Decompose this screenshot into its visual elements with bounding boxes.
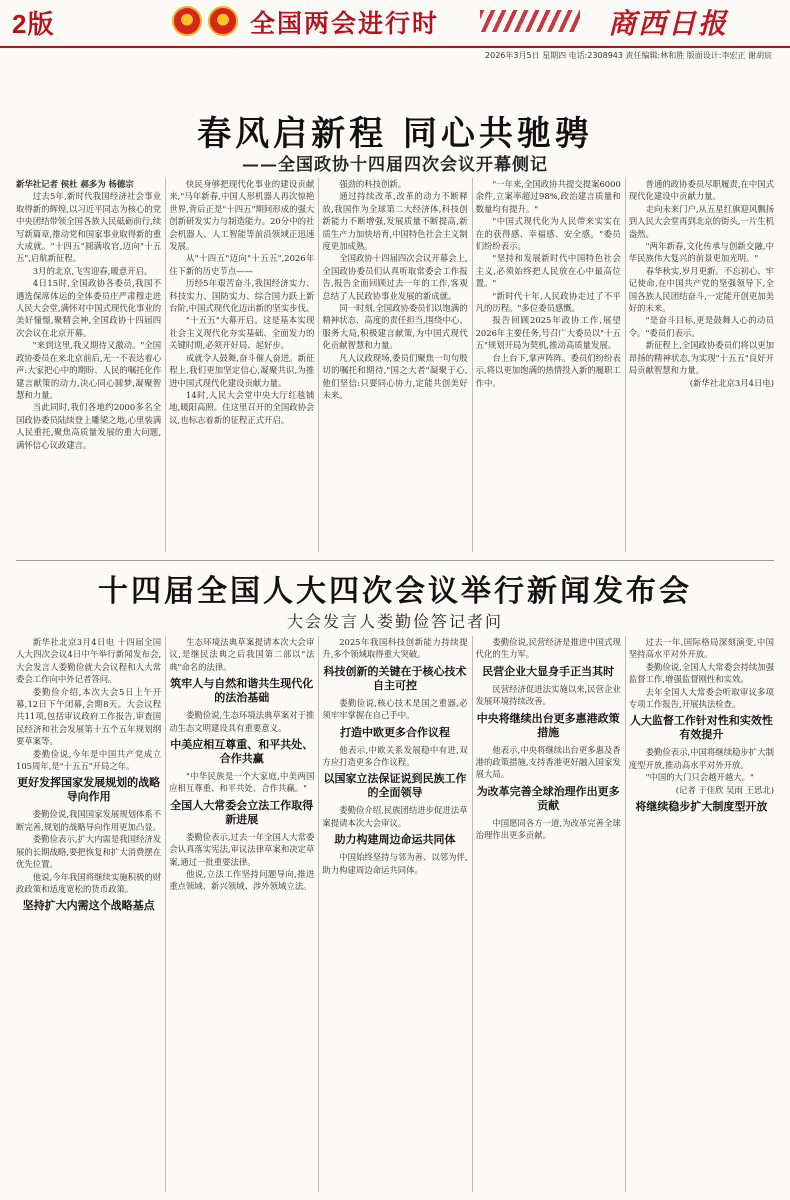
paragraph: (记者 于佳欣 吴雨 王思北) xyxy=(675,784,774,795)
column-rule xyxy=(165,178,166,552)
article1-headline: 春风启新程 同心共驰骋 xyxy=(197,114,593,154)
paragraph: "一年来,全国政协共提交提案6000余件,立案率超过98%,政治建言质量和数量均有提升。" xyxy=(475,179,621,214)
paragraph: 当此同时,我们各地约2000多名全国政协委员陆续登上雕梁之地,心里装满人民重托,聚焦高质量发展的重大问题,满怀信心议政建言。 xyxy=(16,402,162,450)
paragraph: 3月的北京,飞雪迎春,暖意开启。 xyxy=(32,265,153,276)
info-strip xyxy=(0,46,790,62)
paragraph: "来到这里,我又期待又激动。"全国政协委员在来北京前后,无一不表达着心声:大家把心中的期盼、人民的嘱托化作建言献策的动力,决心同心圆梦,凝聚智慧和力量。 xyxy=(16,340,162,400)
paragraph: 娄勤俭说,今年是中国共产党成立105周年,是"十五五"开局之年。 xyxy=(16,748,162,772)
paragraph: 台上台下,掌声阵阵。委员们纷纷表示,将以更加饱满的热情投入新的履职工作中。 xyxy=(475,352,621,388)
column-rule xyxy=(472,636,473,1192)
section-subheading: 筑牢人与自然和谐共生现代化的法治基础 xyxy=(170,677,314,705)
text-column xyxy=(16,178,161,552)
paragraph: 娄勤俭表示,扩大内需是我国经济发展的长期战略,要把恢复和扩大消费摆在优先位置。 xyxy=(16,834,162,870)
paragraph: 娄勤俭介绍,民族团结进步促进法草案提请本次大会审议。 xyxy=(322,805,468,828)
edition-number: 2版 xyxy=(12,9,55,39)
paragraph: 娄勤俭说,生态环境法典草案对于推动生态文明建设具有重要意义。 xyxy=(169,710,315,733)
paragraph: "中国式现代化为人民带来实实在在的获得感、幸福感、安全感。"委员们纷纷表示。 xyxy=(475,216,621,252)
paragraph: 新华社北京3月4日电 十四届全国人大四次会议4日中午举行新闻发布会,大会发言人娄勤俭就大会议程和人大常委会工作向中外记者答问。 xyxy=(16,637,162,685)
text-column xyxy=(169,178,314,552)
paragraph: 过去一年,国际格局深刻演变,中国坚持高水平对外开放。 xyxy=(628,637,774,660)
paragraph: 4日15时,全国政协各委员,我国不遇选保席体运的全体委员庄严肃穆走进人民大会堂,满怀对中国式现代化事业的美好憧憬,聚精会神,全国政协十四届四次会议在北京开幕。 xyxy=(16,278,162,338)
paragraph: 走向未来门户,从五星红旗迎风飘扬到人民大会堂再到北京的街头,一片生机盎然。 xyxy=(628,203,774,239)
text-column xyxy=(476,636,621,1192)
paragraph: 中国愿同各方一道,为改革完善全球治理作出更多贡献。 xyxy=(475,817,621,841)
national-emblem-icon xyxy=(172,6,202,36)
paragraph: 民营经济促进法实施以来,民营企业发展环境持续改善。 xyxy=(475,683,621,707)
paragraph: 全国政协十四届四次会议开幕会上,全国政协委员们认真听取常委会工作报告,报告全面回顾过去一年的工作,客观总结了人民政协事业发展的新成就。 xyxy=(322,253,468,301)
section-subheading: 科技创新的关键在于核心技术自主可控 xyxy=(323,664,467,692)
section-subheading: 人大监督工作针对性和实效性有效提升 xyxy=(629,714,773,742)
section-subheading: 全国人大常委会立法工作取得新进展 xyxy=(170,798,314,826)
section-subheading: 打造中欧更多合作议程 xyxy=(339,725,450,739)
section-divider xyxy=(16,560,774,561)
paragraph: (新华社北京3月4日电) xyxy=(689,377,774,388)
paragraph: 普通的政协委员尽职履责,在中国式现代化建设中贡献力量。 xyxy=(628,179,774,202)
paragraph: "新时代十年,人民政协走过了不平凡的历程。"多位委员感慨。 xyxy=(475,290,621,314)
section-subheading: 为改革完善全球治理作出更多贡献 xyxy=(476,784,620,812)
paragraph: 他说,今年我国将继续实施积极的财政政策和适度宽松的货币政策。 xyxy=(16,871,162,894)
paragraph: 从"十四五"迈向"十五五",2026年住下新的历史节点—— xyxy=(169,253,315,276)
text-column xyxy=(16,636,161,1192)
text-column xyxy=(476,178,621,552)
paragraph: 新华社记者 侯杜 郝多为 杨德宗 xyxy=(16,179,134,189)
article1-subheadline: ——全国政协十四届四次会议开幕侧记 xyxy=(242,155,548,175)
section-subheading: 以国家立法保证说到民族工作的全面领导 xyxy=(323,772,467,800)
paragraph: "是奋斗目标,更是鼓舞人心的动员令。"委员们表示。 xyxy=(628,315,774,338)
paragraph: 去年全国人大常委会听取审议多项专项工作报告,开展执法检查。 xyxy=(628,686,774,710)
page-banner xyxy=(0,0,790,44)
section-subheading: 民营企业大显身手正当其时 xyxy=(482,664,615,678)
paragraph: 成就令人鼓舞,奋斗催人奋进。新征程上,我们更加坚定信心,凝聚共识,为推进中国式现代化建设贡献力量。 xyxy=(169,352,315,388)
column-rule xyxy=(625,636,626,1192)
paragraph: 娄勤俭说,我国国家发展规划体系不断完善,规划的战略导向作用更加凸显。 xyxy=(16,809,162,832)
paragraph: 他说,立法工作坚持问题导向,推进重点领域、新兴领域、涉外领域立法。 xyxy=(169,869,315,892)
paragraph: 春华秋实,岁月更新。不忘初心、牢记使命,在中国共产党的坚强领导下,全国各族人民团结奋斗,一定能开创更加美好的未来。 xyxy=(628,265,774,314)
paragraph: 同一时刻,全国政协委员们以饱满的精神状态、高度的责任担当,围绕中心、服务大局,积极建言献策,为中国式现代化贡献智慧和力量。 xyxy=(322,303,468,351)
paragraph: "两年新春,文化传承与创新交融,中华民族伟大复兴的前景更加光明。" xyxy=(628,241,774,264)
paragraph: 通过持续改革,改革的动力不断释放,我国作为全球第二大经济体,科技创新能力不断增强,发展质量不断提高,新质生产力加快培育,中国特色社会主义制度更加成熟。 xyxy=(322,191,468,252)
paragraph: 凡人议政现场,委员们聚焦一句句殷切的嘱托和期待,"国之大者"凝聚于心,他们坚信:只要同心协力,定能共创美好未来。 xyxy=(322,352,468,400)
section-subheading: 助力构建周边命运共同体 xyxy=(334,833,456,847)
paragraph: "坚持和发展新时代中国特色社会主义,必须始终把人民放在心中最高位置。" xyxy=(475,253,621,289)
paragraph: 2025年我国科技创新能力持续提升,多个领域取得重大突破。 xyxy=(322,637,468,660)
paragraph: 过去5年,新时代我国经济社会事业取得新的辉煌,以习近平同志为核心的党中央团结带领全国各族人民砥砺前行,续写新篇章,推动党和国家事业取得新的重大成就。"十四五"圆满收官,迈向"十五五",启航新征程。 xyxy=(16,191,162,264)
section-subheading: 更好发挥国家发展规划的战略导向作用 xyxy=(17,776,161,804)
paragraph: 娄勤俭表示,中国将继续稳步扩大制度型开放,推动高水平对外开放。 xyxy=(628,747,774,770)
paragraph: 他表示,中央将继续出台更多惠及香港的政策措施,支持香港更好融入国家发展大局。 xyxy=(475,744,621,780)
text-column xyxy=(169,636,314,1192)
column-rule xyxy=(318,178,319,552)
article2-subheadline: 大会发言人娄勤俭答记者问 xyxy=(286,612,503,631)
section-subheading: 将继续稳步扩大制度型开放 xyxy=(635,800,768,814)
paragraph: 报告回顾2025年政协工作,展望2026年主要任务,号召广大委员以"十五五"规划开局为契机,推动高质量发展。 xyxy=(475,315,621,351)
paragraph: 新征程上,全国政协委员们将以更加昂扬的精神状态,为实现"十五五"良好开局贡献智慧和力量。 xyxy=(628,340,774,376)
paragraph: 娄勤俭说,全国人大常委会持续加强监督工作,增强监督刚性和实效。 xyxy=(628,661,774,685)
column-rule xyxy=(625,178,626,552)
section-subheading: 坚持扩大内需这个战略基点 xyxy=(22,899,155,913)
paragraph: 快民身够把现代化事业的建设贡献来,"马年新春,中国人形机器人再次惊艳世界,背后正是"十四五"期间形成的强大创新研发实力与制造能力。20分中的社会机器人、人工智能等前沿领域正迅速发展。 xyxy=(169,179,315,252)
paragraph: 娄勤俭介绍,本次大会5日上午开幕,12日下午闭幕,会期8天。大会议程共11项,包括审议政府工作报告,审查国民经济和社会发展第十五个五年规划纲要草案等。 xyxy=(16,686,162,747)
text-column xyxy=(322,636,467,1192)
text-column xyxy=(629,178,774,552)
decorative-stripes xyxy=(480,10,580,32)
text-column xyxy=(322,178,467,552)
paragraph: 14时,人民大会堂中央大厅红毯铺地,暖阳高照。住这里召开的全国政协会议,也标志着新的征程正式开启。 xyxy=(169,389,315,425)
paragraph: 中国始终坚持与邻为善、以邻为伴,助力构建周边命运共同体。 xyxy=(322,852,468,875)
column-rule xyxy=(472,178,473,552)
paragraph: 强劲的科技创新。 xyxy=(339,179,407,189)
section-subheading: 中美应相互尊重、和平共处、合作共赢 xyxy=(170,738,314,766)
text-column xyxy=(629,636,774,1192)
article2-headline: 十四届全国人大四次会议举行新闻发布会 xyxy=(98,574,692,609)
paragraph: 历经5年艰苦奋斗,我国经济实力、科技实力、国防实力、综合国力跃上新台阶,中国式现代化迈出新的坚实步伐。 xyxy=(169,278,315,314)
paragraph: 娄勤俭说,核心技术是国之重器,必须牢牢掌握在自己手中。 xyxy=(322,697,468,721)
paragraph: "十五五"大幕开启。这是基本实现社会主义现代化夯实基础、全面发力的关键时期,必须开好局、起好步。 xyxy=(169,315,315,351)
paragraph: "中国的大门只会越开越大。" xyxy=(645,772,754,783)
paragraph: 他表示,中欧关系发展稳中有进,双方应打造更多合作议程。 xyxy=(322,744,468,768)
column-rule xyxy=(165,636,166,1192)
banner-title: 全国两会进行时 xyxy=(250,9,440,38)
paragraph: 生态环境法典草案提请本次大会审议,是继民法典之后我国第二部以"法典"命名的法律。 xyxy=(169,637,315,672)
cppcc-emblem-icon xyxy=(208,6,238,36)
paragraph: "中华民族是一个大家庭,中美两国应相互尊重、和平共处、合作共赢。" xyxy=(169,771,315,794)
issue-info: 2026年3月5日 星期四 电话:2308943 责任编辑:林和胜 版面设计:李宏正 谢胡宸 xyxy=(485,51,772,60)
section-subheading: 中央将继续出台更多惠港政策措施 xyxy=(476,711,620,739)
emblems xyxy=(172,6,238,36)
newspaper-logo: 商西日报 xyxy=(608,7,729,40)
paragraph: 娄勤俭说,民营经济是推进中国式现代化的生力军。 xyxy=(475,637,621,660)
column-rule xyxy=(318,636,319,1192)
paragraph: 娄勤俭表示,过去一年全国人大常委会认真落实宪法,审议法律草案和决定草案,通过一批重要法律。 xyxy=(169,831,315,867)
